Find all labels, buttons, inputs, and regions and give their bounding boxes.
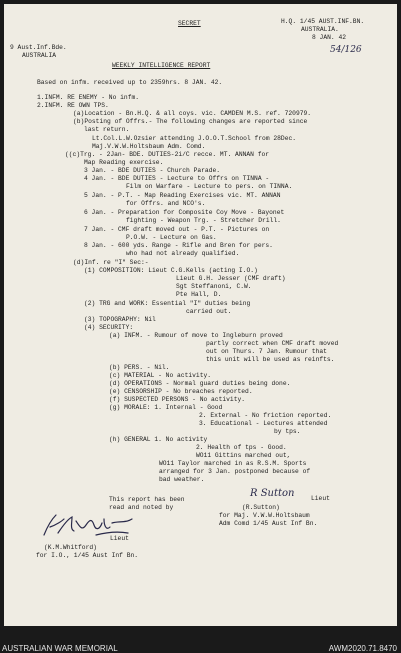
from-line-2: AUSTRALIA	[22, 52, 57, 59]
sig-right-adm: Adm Comd 1/45 Aust Inf Bn.	[219, 520, 318, 527]
from-line-1: 9 Aust.Inf.Bde.	[10, 44, 67, 51]
line: 4 Jan. - BDE DUTIES - Lecture to Offrs on TINNA -	[84, 175, 270, 182]
line: 5 Jan. - P.T. - Map Reading Exercises vic. MT. ANNAN	[84, 192, 281, 199]
line-own-tps: 2.INFM. RE OWN TPS.	[37, 102, 109, 109]
line: (h) GENERAL 1. No activity	[109, 436, 208, 443]
sig-left-rank: Lieut	[110, 535, 129, 542]
line: fighting - Weapon Trg. - Stretcher Drill.	[126, 217, 281, 224]
line-enemy: 1.INFM. RE ENEMY - No infm.	[37, 94, 140, 101]
line: who had not already qualified.	[126, 250, 240, 257]
line: 3 Jan. - BDE DUTIES - Church Parade.	[84, 167, 221, 174]
line: Pte Hall, D.	[176, 291, 222, 298]
sig-right-name: (R.Sutton)	[242, 504, 280, 511]
classification: SECRET	[178, 20, 201, 27]
sig-right-for: for Maj. V.W.W.Holtsbaum	[219, 512, 310, 519]
line: bad weather.	[159, 476, 205, 483]
line: Film on Warfare - Lecture to pers. on TINNA.	[126, 183, 293, 190]
document-page	[4, 4, 397, 626]
line: (d) OPERATIONS - Normal guard duties being done.	[109, 380, 291, 387]
line: (1) COMPOSITION: Lieut C.G.Kells (acting I.O.)	[84, 267, 258, 274]
line: partly correct when CMF draft moved	[206, 340, 339, 347]
line: for Offrs. and NCO's.	[126, 200, 206, 207]
line: P.O.W. - Lecture on Gas.	[126, 234, 217, 241]
sig-left-for: for I.O., 1/45 Aust Inf Bn.	[36, 552, 139, 559]
sig-right-rank: Lieut	[311, 495, 330, 502]
line: by tps.	[274, 428, 301, 435]
line: 8 Jan. - 600 yds. Range - Rifle and Bren for pers.	[84, 242, 273, 249]
report-title: WEEKLY INTELLIGENCE REPORT	[112, 62, 211, 69]
line: Map Reading exercise.	[84, 159, 164, 166]
line: last return.	[84, 126, 130, 133]
line: (e) CENSORSHIP - No breaches reported.	[109, 388, 253, 395]
line: (g) MORALE: 1. Internal - Good	[109, 404, 223, 411]
line: Sgt Steffanoni, C.W.	[176, 283, 252, 290]
line: (3) TOPOGRAPHY: Nil	[84, 316, 156, 323]
footer-accession: AWM2020.71.8470	[328, 644, 397, 653]
signature-sutton: R Sutton	[250, 488, 295, 499]
handwritten-ref: 54/126	[330, 45, 362, 55]
line-location: (a)Location - Bn.H.Q. & all coys. vic. CAMDEN M.S. ref. 720979.	[73, 110, 312, 117]
footer-institution: AUSTRALIAN WAR MEMORIAL	[2, 644, 118, 653]
line: 7 Jan. - CMF draft moved out - P.T. - Pictures on	[84, 226, 270, 233]
line-i-sec: (d)Inf. re "I" Sec:-	[73, 259, 149, 266]
line: (4) SECURITY:	[84, 324, 134, 331]
line-posting: (b)Posting of Offrs.- The following changes are reported since	[73, 118, 308, 125]
line: this unit will be used as reinfts.	[206, 356, 335, 363]
footer-bar	[0, 630, 401, 653]
line: Lieut G.H. Jesser (CMF draft)	[176, 275, 286, 282]
line: (f) SUSPECTED PERSONS - No activity.	[109, 396, 246, 403]
noted-line-2: read and noted by	[109, 504, 174, 511]
sig-left-name: (K.M.Whitford)	[44, 544, 97, 551]
line: arranged for 3 Jan. postponed because of	[159, 468, 311, 475]
line-training: ((c)Trg. - 2Jan- BDE. DUTIES-2i/C recce. MT. ANNAN for	[65, 151, 270, 158]
hq-line-2: AUSTRALIA.	[301, 26, 339, 33]
hq-line-1: H.Q. 1/45 AUST.INF.BN.	[281, 18, 365, 25]
line: 2. External - No friction reported.	[199, 412, 332, 419]
line: 2. Health of tps - Good.	[196, 444, 287, 451]
line: WO11 Taylor marched in as R.S.M. Sports	[159, 460, 307, 467]
based-on: Based on infm. received up to 2359hrs. 8 JAN. 42.	[37, 79, 223, 86]
line: Lt.Col.L.W.Ozsier attending J.O.O.T.School from 28Dec.	[92, 135, 297, 142]
line: (2) TRG and WORK: Essential "I" duties being	[84, 300, 251, 307]
noted-line-1: This report has been	[109, 496, 185, 503]
line: Maj.V.W.W.Holtsbaum Adm. Comd.	[92, 143, 206, 150]
line: (b) PERS. - Nil.	[109, 364, 170, 371]
line: out on Thurs. 7 Jan. Rumour that	[206, 348, 327, 355]
line: (c) MATERIAL - No activity.	[109, 372, 212, 379]
hq-date: 8 JAN. 42	[312, 34, 347, 41]
line: (a) INFM. - Rumour of move to Ingleburn proved	[109, 332, 283, 339]
line: WO11 Gittins marched out,	[196, 452, 291, 459]
line: 3. Educational - Lectures attended	[199, 420, 328, 427]
line: carried out.	[186, 308, 232, 315]
line: 6 Jan. - Preparation for Composite Coy Move - Bayonet	[84, 209, 285, 216]
